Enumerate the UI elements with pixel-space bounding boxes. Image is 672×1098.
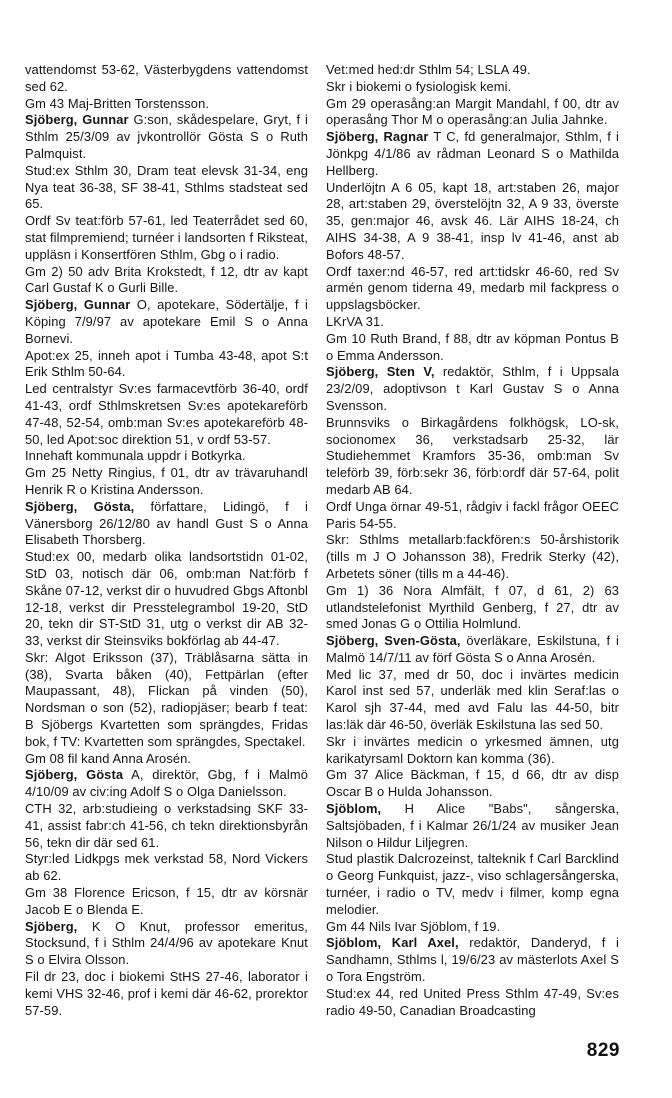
biography-entry [326, 851, 619, 918]
entry-text: T C, fd generalmajor, Sthlm, f i Jönkpg 4/1/86 av rådman Leonard S o Mathilda Hellberg. [326, 129, 619, 178]
left-column [25, 62, 308, 1019]
entry-name: Sjöberg, Gösta, [25, 498, 135, 514]
entry-text: Skr i biokemi o fysiologisk kemi. [326, 78, 512, 94]
biography-entry [25, 213, 308, 263]
entry-name: Sjöberg, Sven-Gösta, [326, 633, 461, 649]
entry-text: vattendomst 53-62, Västerbygdens vattendomst sed 62. [25, 62, 308, 94]
biography-entry [25, 549, 308, 650]
entry-text: G:son, skådespelare, Gryt, f i Sthlm 25/3/09 av jvkontrollör Gösta S o Ruth Palmquist. [25, 112, 308, 161]
biography-entry [326, 499, 619, 533]
biography-entry [326, 583, 619, 633]
entry-name: Sjöberg, [25, 918, 78, 934]
biography-entry [25, 919, 308, 969]
entry-text: Stud:ex Sthlm 30, Dram teat elevsk 31-34, eng Nya teat 36-38, SF 38-41, Sthlms stadsteat sed 65. [25, 162, 308, 212]
biography-entry [25, 348, 308, 382]
biography-entry [25, 969, 308, 1019]
biography-entry [25, 297, 308, 347]
entry-text: redaktör, Danderyd, f i Sandhamn, Sthlms l, 19/6/23 av mästerlots Axel S o Tora Engström. [326, 935, 619, 985]
biography-entry [326, 734, 619, 768]
biography-entry [25, 767, 308, 801]
entry-text: Gm 29 operasång:an Margit Mandahl, f 00, dtr av operasång Thor M o operasång:an Julia Jahnke. [326, 95, 619, 128]
entry-name: Sjöberg, Gösta [25, 767, 124, 783]
entry-name: Sjöberg, Ragnar [326, 129, 429, 145]
entry-text: Med lic 37, med dr 50, doc i invärtes medicin Karol inst sed 57, underläk med klin Seraf:las o Karol sjh 37-44, med avd Falu las 44-50, bitr las:läk där 46-50, överläk Eskilstuna las sed 50. [326, 666, 619, 733]
biography-entry [326, 331, 619, 365]
biography-entry [326, 314, 619, 331]
biography-entry [326, 79, 619, 96]
biography-entry [25, 499, 308, 549]
entry-name: Sjöberg, Gunnar [25, 297, 131, 313]
biography-entry [326, 532, 619, 582]
biography-entry [326, 62, 619, 79]
biography-entry [326, 180, 619, 264]
biography-entry [326, 986, 619, 1020]
entry-text: K O Knut, professor emeritus, Stocksund, f i Sthlm 24/4/96 av apotekare Knut S o Elvira Olsson. [25, 918, 308, 968]
biography-entry [25, 885, 308, 919]
biography-entry [25, 851, 308, 885]
entry-text: redaktör, Sthlm, f i Uppsala 23/2/09, adoptivson t Karl Gustav S o Anna Svensson. [326, 364, 619, 413]
biography-entry [25, 465, 308, 499]
entry-text: Underlöjtn A 6 05, kapt 18, art:staben 26, major 28, art:staben 29, överstelöjtn 32, A 9 33, överste 35, gen:major 46, avsk 46. Lär AIHS 18-24, ch AIHS 34-38, A 9 38-41, insp lv 41-46, anst ab Bofors 48-57. [326, 179, 619, 262]
entry-text: O, apotekare, Södertälje, f i Köping 7/9/97 av apotekare Emil S o Anna Bornevi. [25, 297, 308, 346]
entry-text: LKrVA 31. [326, 313, 384, 329]
entry-text: Apot:ex 25, inneh apot i Tumba 43-48, apot S:t Erik Sthlm 50-64. [25, 347, 308, 380]
entry-text: Ordf Unga örnar 49-51, rådgiv i fackl frågor OEEC Paris 54-55. [326, 498, 619, 531]
biography-entry [326, 935, 619, 985]
entry-name: Sjöberg, Gunnar [25, 112, 129, 128]
entry-text: Stud plastik Dalcrozeinst, talteknik f Carl Barcklind o Georg Funkquist, jazz-, viso schlagersångerska, turnéer, i radio o TV, medv i filmer, komp egna melodier. [326, 851, 619, 917]
biography-entry [25, 264, 308, 298]
entry-text: Led centralstyr Sv:es farmacevtförb 36-40, ordf 41-43, ordf Sthlmskretsen Sv:es apotekareförb 47-48, 52-54, omb:man Sv:es apotekareförb 48-50, led Apot:soc direktion 51, v ordf 53-57. [25, 381, 308, 447]
biography-entry [25, 801, 308, 851]
entry-text: Gm 37 Alice Bäckman, f 15, d 66, dtr av disp Oscar B o Hulda Johansson. [326, 767, 619, 800]
entry-text: Stud:ex 00, medarb olika landsortstidn 01-02, StD 03, notisch där 06, omb:man Nat:förb f Skåne 07-12, verkst dir o huvudred Gbgs Aftonbl 12-18, verkst dir Presstelegrambol 19-20, StD 20, tekn dir ST-StD 31, utg o verkst dir AB 32-33, verkst dir Steinsviks bokförlag ab 44-47. [25, 549, 308, 649]
biography-entry [25, 650, 308, 751]
entry-text: Gm 2) 50 adv Brita Krokstedt, f 12, dtr av kapt Carl Gustaf K o Gurli Bille. [25, 263, 308, 296]
entry-text: Ordf taxer:nd 46-57, red art:tidskr 46-60, red Sv armén genom tiderna 49, medarb mil fackpress o uppslagsböcker. [326, 263, 619, 313]
entry-name: Sjöblom, [326, 801, 382, 817]
entry-text: Gm 44 Nils Ivar Sjöblom, f 19. [326, 918, 501, 934]
biography-entry [25, 448, 308, 465]
entry-text: Fil dr 23, doc i biokemi StHS 27-46, laborator i kemi VHS 32-46, prof i kemi där 46-62, prorektor 57-59. [25, 969, 308, 1018]
biography-entry [326, 96, 619, 130]
biography-entry [25, 112, 308, 162]
entry-text: Gm 38 Florence Ericson, f 15, dtr av körsnär Jacob E o Blenda E. [25, 885, 308, 917]
entry-text: Ordf Sv teat:förb 57-61, led Teaterrådet sed 60, stat filmpremiend; turnéer i landsorten f Riksteat, uppläsn i Konsertfören Sthlm, Gbg o i radio. [25, 213, 308, 262]
entry-name: Sjöblom, Karl Axel, [326, 935, 459, 951]
biography-entry [326, 801, 619, 851]
entry-text: Brunnsviks o Birkagårdens folkhögsk, LO-sk, socionomex 36, verkstadsarb 25-32, lär Studiehemmet Kramfors 35-36, omb:man Sv teleförb 39, förb:sekr 36, förb:ordf där 57-64, polit medarb AB 64. [326, 414, 619, 497]
entry-text: Skr: Sthlms metallarb:fackfören:s 50-årshistorik (tills m J O Johansson 38), Fredrik Sterky (42), Arbetets söner (tills m a 44-46). [326, 532, 619, 581]
entry-text: författare, Lidingö, f i Vänersborg 26/12/80 av handl Gust S o Anna Elisabeth Thorsberg. [25, 498, 308, 548]
entry-text: Innehaft kommunala uppdr i Botkyrka. [25, 448, 246, 464]
entry-text: Stud:ex 44, red United Press Sthlm 47-49, Sv:es radio 49-50, Canadian Broadcasting [326, 985, 619, 1018]
entry-text: Gm 1) 36 Nora Almfält, f 07, d 61, 2) 63 utlandstelefonist Myrthild Genberg, f 27, dtr av smed Jonas G o Ottilia Holmlund. [326, 582, 619, 632]
biography-entry [326, 264, 619, 314]
biography-entry [25, 62, 308, 96]
biography-entry [326, 129, 619, 179]
biography-entry [326, 919, 619, 936]
entry-text: överläkare, Eskilstuna, f i Malmö 14/7/11 av förf Gösta S o Anna Arosén. [326, 633, 619, 665]
biography-entry [326, 415, 619, 499]
entry-text: Skr i invärtes medicin o yrkesmed ämnen, utg karikatyrsaml Doktorn kan komma (36). [326, 733, 619, 766]
biography-entry [326, 364, 619, 414]
biography-entry [25, 163, 308, 213]
page-number: 829 [586, 1040, 620, 1061]
entry-text: Vet:med hed:dr Sthlm 54; LSLA 49. [326, 62, 531, 77]
right-column [326, 62, 619, 1019]
entry-text: Gm 10 Ruth Brand, f 88, dtr av köpman Pontus B o Emma Andersson. [326, 330, 619, 363]
biography-entry [326, 667, 619, 734]
entry-text: Gm 08 fil kand Anna Arosén. [25, 750, 192, 766]
biography-entry [326, 633, 619, 667]
biography-entry [25, 751, 308, 768]
biography-entry [25, 381, 308, 448]
biography-entry [326, 767, 619, 801]
entry-text: A, direktör, Gbg, f i Malmö 4/10/09 av civ:ing Adolf S o Olga Danielsson. [25, 767, 308, 800]
biography-entry [25, 96, 308, 113]
entry-name: Sjöberg, Sten V, [326, 364, 435, 380]
entry-text: Gm 43 Maj-Britten Torstensson. [25, 95, 210, 111]
entry-text: CTH 32, arb:studieing o verkstadsing SKF 33-41, assist fabr:ch 41-56, ch tekn direktionsbyrån 56, tekn dir där sed 61. [25, 801, 308, 850]
entry-text: H Alice "Babs", sångerska, Saltsjöbaden, f i Kalmar 26/1/24 av musiker Jean Nilson o Hildur Liljegren. [326, 801, 619, 850]
entry-text: Skr: Algot Eriksson (37), Träblåsarna sätta in (38), Svarta båken (40), Fettpärlan (efter Maupassant, 48), Flickan på vinden (50), Nordsman o son (52), radiopjäser; bearb f teat: B Sjöbergs Kvartetten som sprängdes, Fridas bok, f TV: Kvartetten som sprängdes, Spectakel. [25, 649, 308, 749]
entry-text: Styr:led Lidkpgs mek verkstad 58, Nord Vickers ab 62. [25, 851, 308, 884]
entry-text: Gm 25 Netty Ringius, f 01, dtr av trävaruhandl Henrik R o Kristina Andersson. [25, 465, 308, 497]
